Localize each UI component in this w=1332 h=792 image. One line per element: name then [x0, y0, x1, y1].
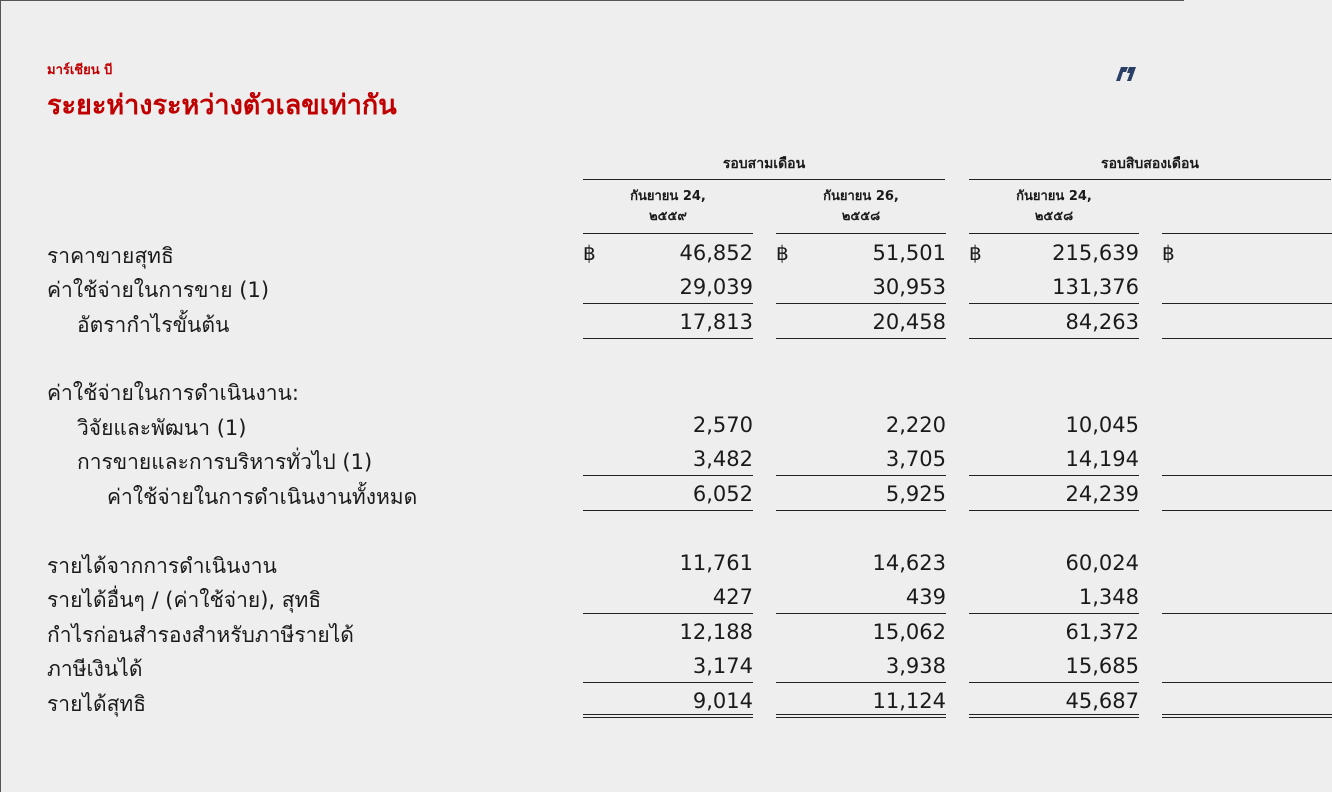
cell-value: 14,194 — [1065, 447, 1139, 471]
cell-value: 17,813 — [679, 310, 753, 334]
cell-value: 2,570 — [692, 413, 753, 437]
column-header-rule — [1162, 233, 1332, 234]
table-row — [1, 408, 1185, 442]
currency-symbol: ฿ — [776, 241, 789, 265]
cell-value: 427 — [712, 585, 753, 609]
cell-value: 3,938 — [885, 654, 946, 678]
table-row — [1, 546, 1185, 580]
table-row — [1, 615, 1185, 649]
row-label: ภาษีเงินได้ — [47, 657, 143, 681]
row-label: วิจัยและพัฒนา (1) — [77, 416, 247, 440]
cell-value: 11,124 — [872, 689, 946, 713]
company-name: มาร์เชียน บี — [47, 63, 113, 78]
row-label: รายได้จากการดำเนินงาน — [47, 554, 277, 578]
cell-value: 10,045 — [1065, 413, 1139, 437]
row-label: ราคาขายสุทธิ — [47, 244, 174, 268]
column-header-date: กันยายน 24, — [630, 189, 706, 204]
header-group-twelve-months: รอบสิบสองเดือน — [1101, 156, 1199, 172]
cell-value: 3,705 — [885, 447, 946, 471]
cell-value: 6,052 — [692, 482, 753, 506]
currency-symbol: ฿ — [1162, 241, 1175, 265]
table-row — [1, 270, 1185, 304]
cell-value: 2,220 — [885, 413, 946, 437]
cell-value: 29,039 — [679, 275, 753, 299]
column-header-rule — [583, 233, 753, 234]
column-header-year: ๒๕๕๘ — [1034, 209, 1074, 224]
cell-value: 9,014 — [692, 689, 753, 713]
cell-value: 60,024 — [1065, 551, 1139, 575]
cell-value: 11,761 — [679, 551, 753, 575]
row-label: ค่าใช้จ่ายในการดำเนินงานทั้งหมด — [107, 485, 418, 509]
cell-value: 3,174 — [692, 654, 753, 678]
cell-value: 3,482 — [692, 447, 753, 471]
currency-symbol: ฿ — [969, 241, 982, 265]
cell-value: 20,458 — [872, 310, 946, 334]
cell-value: 46,852 — [679, 241, 753, 265]
cell-value: 45,687 — [1065, 689, 1139, 713]
cell-value: 1,348 — [1078, 585, 1139, 609]
table-row — [1, 477, 1185, 511]
table-row — [1, 649, 1185, 683]
cell-value: 61,372 — [1065, 620, 1139, 644]
row-label: รายได้อื่นๆ / (ค่าใช้จ่าย), สุทธิ — [47, 588, 322, 612]
cell-value: 14,623 — [872, 551, 946, 575]
row-label: รายได้สุทธิ — [47, 692, 147, 716]
table-row — [1, 684, 1185, 718]
column-header-date: กันยายน 26, — [823, 189, 899, 204]
cell-value: 131,376 — [1052, 275, 1139, 299]
row-label: ค่าใช้จ่ายในการดำเนินงาน: — [47, 381, 299, 405]
cell-value: 15,062 — [872, 620, 946, 644]
cell-value: 5,925 — [885, 482, 946, 506]
column-header — [776, 187, 946, 227]
cell-value: 15,685 — [1065, 654, 1139, 678]
column-header — [969, 187, 1139, 227]
column-header-year: ๒๕๕๙ — [649, 209, 687, 224]
row-label: กำไรก่อนสำรองสำหรับภาษีรายได้ — [47, 623, 354, 647]
cell-value: 30,953 — [872, 275, 946, 299]
table-row — [1, 236, 1185, 270]
column-header-year: ๒๕๕๘ — [841, 209, 881, 224]
cell-value: 24,239 — [1065, 482, 1139, 506]
row-label: ค่าใช้จ่ายในการขาย (1) — [47, 278, 270, 302]
table-row — [1, 580, 1185, 614]
column-header-date: กันยายน 24, — [1016, 189, 1092, 204]
currency-symbol: ฿ — [583, 241, 596, 265]
page-title: ระยะห่างระหว่างตัวเลขเท่ากัน — [47, 90, 397, 121]
cell-value: 215,639 — [1052, 241, 1139, 265]
section-heading-row — [1, 373, 1185, 407]
row-label: การขายและการบริหารทั่วไป (1) — [77, 450, 373, 474]
header-group-three-months: รอบสามเดือน — [722, 156, 806, 172]
cell-value: 84,263 — [1065, 310, 1139, 334]
table-row — [1, 305, 1185, 339]
row-label: อัตรากำไรขั้นต้น — [77, 313, 230, 337]
cell-value: 51,501 — [872, 241, 946, 265]
header-group-rule — [969, 179, 1331, 180]
column-header-rule — [776, 233, 946, 234]
column-header — [583, 187, 753, 227]
cell-value: 439 — [905, 585, 946, 609]
header-group-rule — [583, 179, 945, 180]
brand-logo-icon — [1115, 65, 1137, 83]
cell-value: 12,188 — [679, 620, 753, 644]
column-header-rule — [969, 233, 1139, 234]
table-row — [1, 442, 1185, 476]
